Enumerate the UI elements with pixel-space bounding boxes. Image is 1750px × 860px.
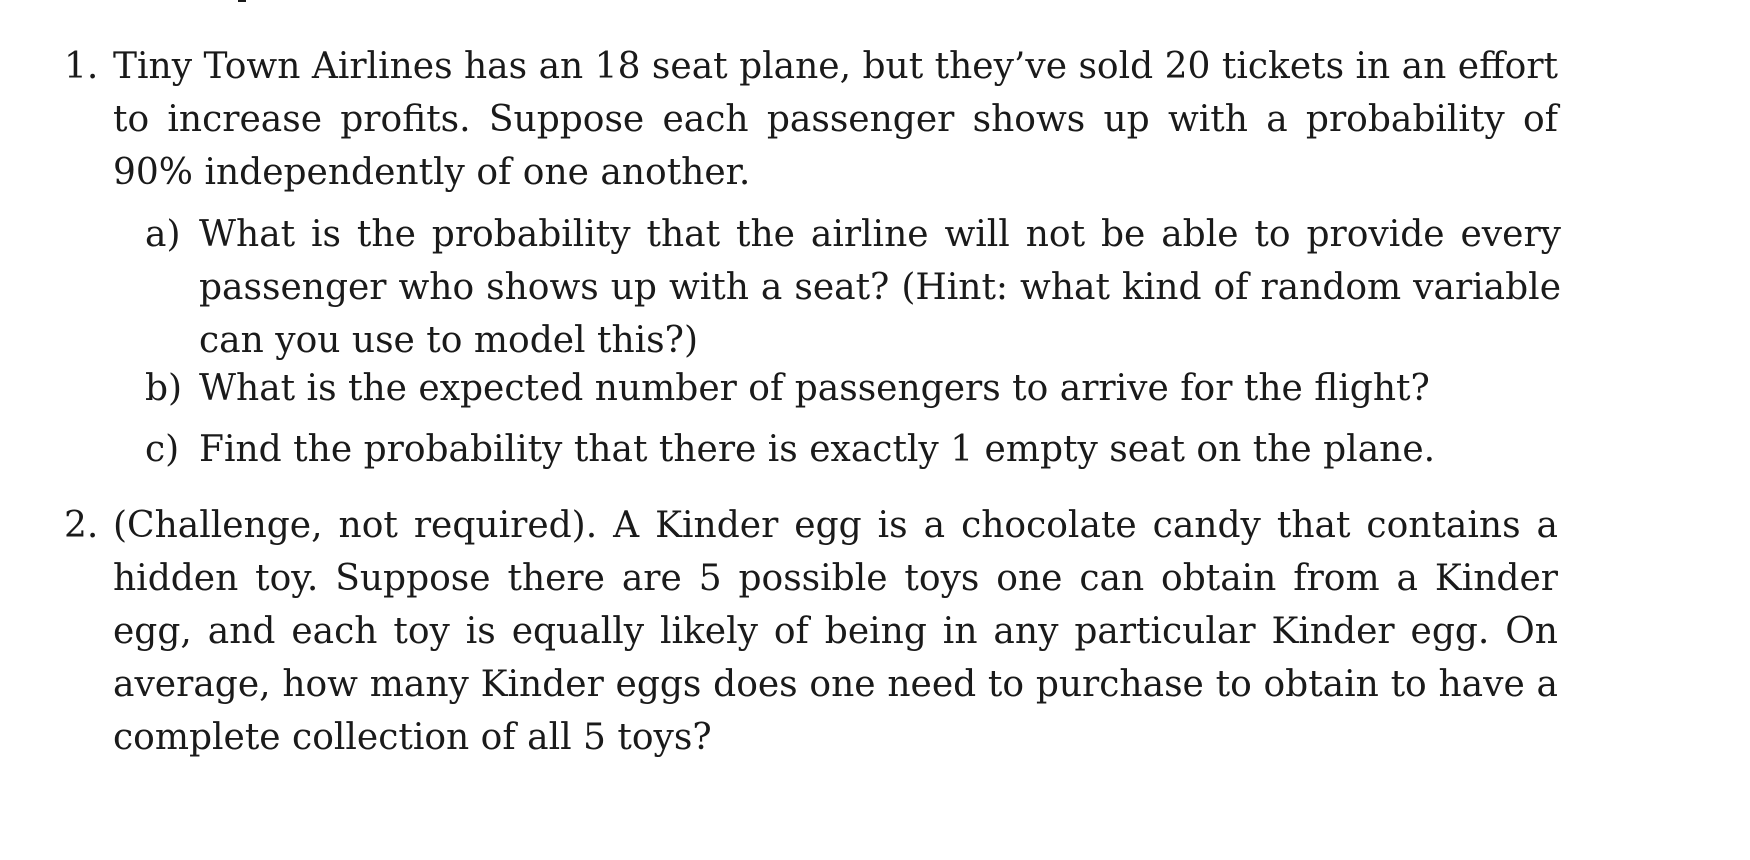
problem-2-number: 2. (64, 505, 99, 546)
part-a-label: a) (145, 214, 181, 255)
problem-2-text: (Challenge, not required). A Kinder egg is a chocolate candy that contains a hidden toy. Suppose there are 5 possible toys one can obtain from a Kinder egg, and each toy is equally likely of being in any particular Kinder egg. On average, how many Kinder eggs does one need to purchase to obtain to have a complete collection of all 5 toys? (113, 505, 1558, 758)
top-edge-mark (238, 0, 246, 2)
problem-1-text: Tiny Town Airlines has an 18 seat plane, but they’ve sold 20 tickets in an effort to increase profits. Suppose each passenger shows up with a probability of 90% independently of one another. (113, 46, 1558, 193)
part-b-text: What is the expected number of passengers to arrive for the flight? (199, 368, 1430, 409)
part-b-label: b) (145, 368, 183, 409)
part-c-label: c) (145, 429, 180, 470)
part-c-text: Find the probability that there is exactly 1 empty seat on the plane. (199, 429, 1436, 470)
part-a-text: What is the probability that the airline will not be able to provide every passenger who shows up with a seat? (Hint: what kind of random variable can you use to model this?) (199, 214, 1561, 361)
problem-1-number: 1. (64, 46, 99, 87)
